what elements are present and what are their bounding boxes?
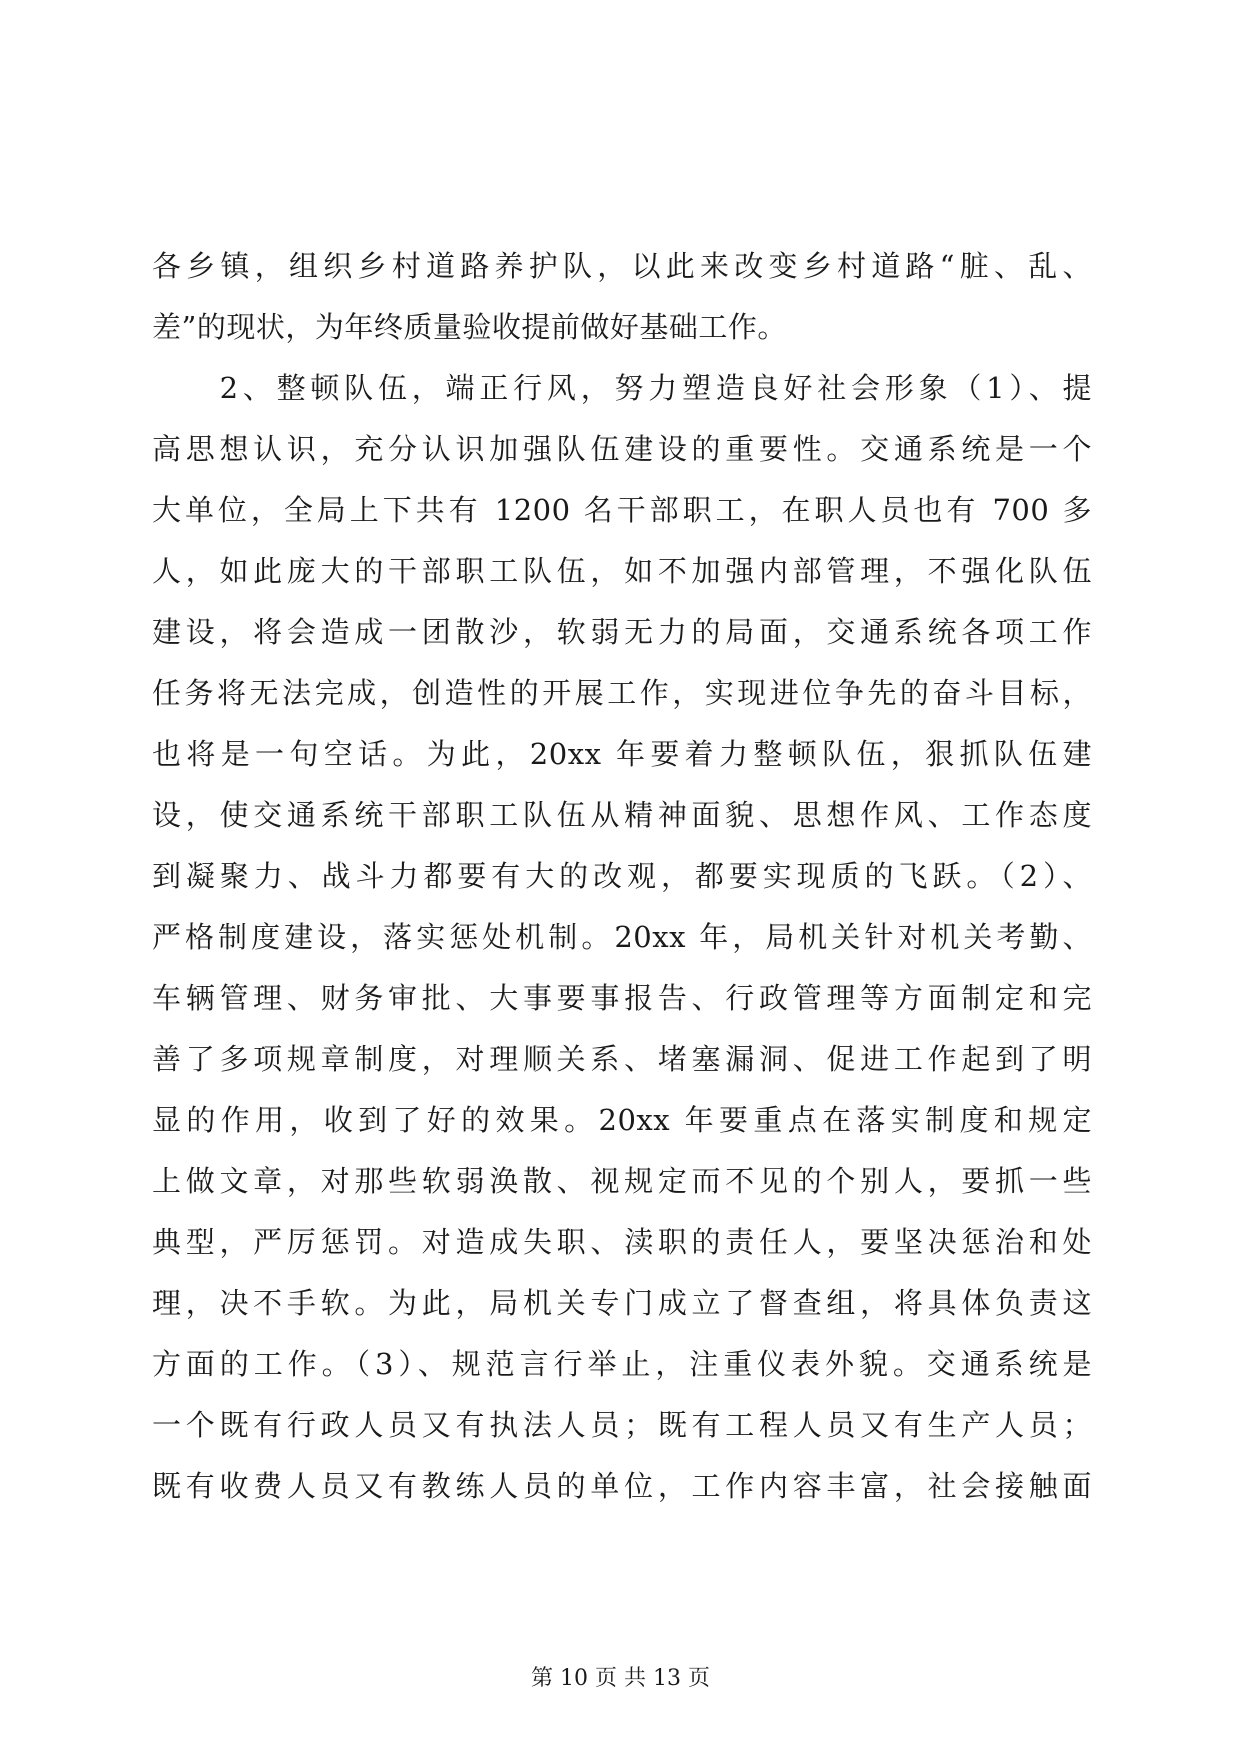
text-line: 人，如此庞大的干部职工队伍，如不加强内部管理，不强化队伍: [152, 554, 1092, 588]
text-line: 建设，将会造成一团散沙，软弱无力的局面，交通系统各项工作: [152, 615, 1092, 649]
text-line: 任务将无法完成，创造性的开展工作，实现进位争先的奋斗目标，: [152, 676, 1092, 710]
text-line: 严格制度建设，落实惩处机制。20xx 年，局机关针对机关考勤、: [152, 920, 1092, 954]
text-line: 车辆管理、财务审批、大事要事报告、行政管理等方面制定和完: [152, 981, 1092, 1015]
text-line: 大单位，全局上下共有 1200 名干部职工，在职人员也有 700 多: [152, 493, 1092, 527]
text-line: 显的作用，收到了好的效果。20xx 年要重点在落实制度和规定: [152, 1103, 1092, 1137]
text-line: 到凝聚力、战斗力都要有大的改观，都要实现质的飞跃。（2）、: [152, 859, 1092, 893]
text-line: 善了多项规章制度，对理顺关系、堵塞漏洞、促进工作起到了明: [152, 1042, 1092, 1076]
text-line: 各乡镇，组织乡村道路养护队，以此来改变乡村道路“脏、乱、: [152, 249, 1092, 283]
page-footer: 第 10 页 共 13 页: [531, 1666, 710, 1691]
text-line: 一个既有行政人员又有执法人员；既有工程人员又有生产人员；: [152, 1408, 1092, 1442]
text-line: 设，使交通系统干部职工队伍从精神面貌、思想作风、工作态度: [152, 798, 1092, 832]
text-line: 上做文章，对那些软弱涣散、视规定而不见的个别人，要抓一些: [152, 1164, 1092, 1198]
text-line: 2、整顿队伍，端正行风，努力塑造良好社会形象（1）、提: [152, 371, 1092, 405]
text-line: 也将是一句空话。为此，20xx 年要着力整顿队伍，狠抓队伍建: [152, 737, 1092, 771]
text-line: 既有收费人员又有教练人员的单位，工作内容丰富，社会接触面: [152, 1469, 1092, 1503]
text-line: 方面的工作。（3）、规范言行举止，注重仪表外貌。交通系统是: [152, 1347, 1092, 1381]
text-line: 理，决不手软。为此，局机关专门成立了督查组，将具体负责这: [152, 1286, 1092, 1320]
text-line: 差”的现状，为年终质量验收提前做好基础工作。: [152, 310, 787, 344]
text-line: 高思想认识，充分认识加强队伍建设的重要性。交通系统是一个: [152, 432, 1092, 466]
text-line: 典型，严厉惩罚。对造成失职、渎职的责任人，要坚决惩治和处: [152, 1225, 1092, 1259]
body-text: [152, 236, 1092, 1517]
